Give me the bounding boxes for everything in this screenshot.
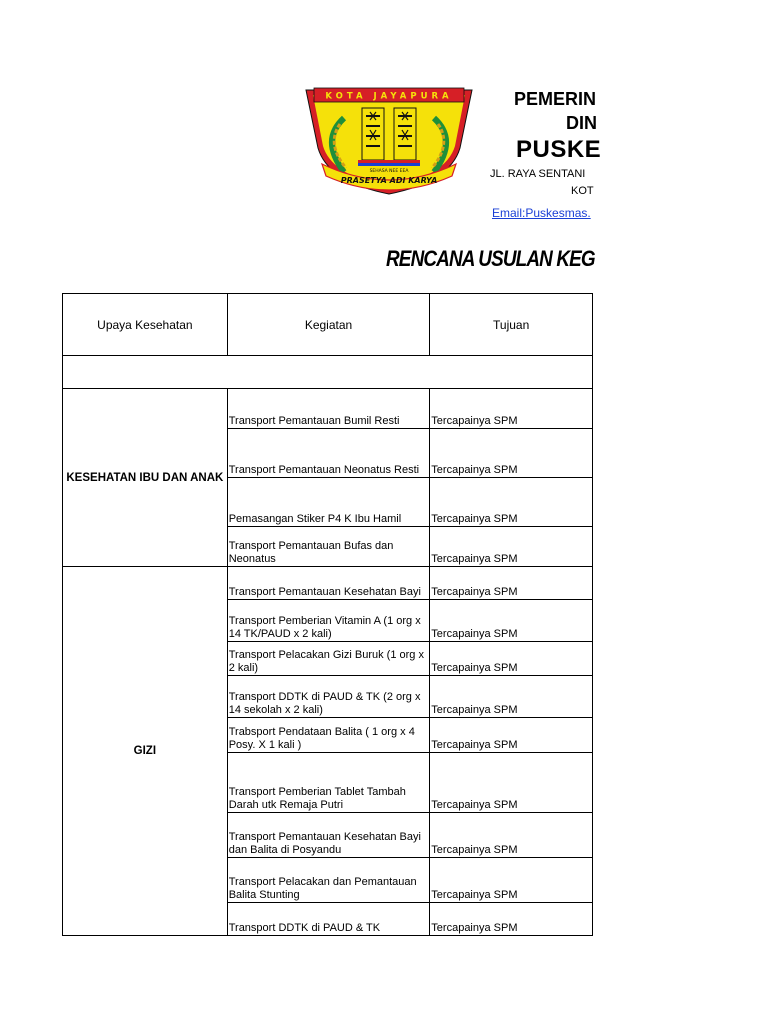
goal-cell: Tercapainya SPM xyxy=(430,567,593,600)
activity-cell: Transport Pemantauan Bufas dan Neonatus xyxy=(227,527,430,567)
activity-cell: Transport Pemantauan Kesehatan Bayi dan Balita di Posyandu xyxy=(227,813,430,858)
document-title: RENCANA USULAN KEG xyxy=(386,246,595,271)
goal-cell: Tercapainya SPM xyxy=(430,478,593,527)
activity-cell: Transport Pemantauan Kesehatan Bayi xyxy=(227,567,430,600)
goal-cell: Tercapainya SPM xyxy=(430,753,593,813)
header-email-link[interactable]: Email:Puskesmas. xyxy=(492,206,591,220)
plan-table xyxy=(62,293,593,936)
header-address: JL. RAYA SENTANI xyxy=(490,168,586,180)
table-row xyxy=(63,567,593,600)
goal-cell: Tercapainya SPM xyxy=(430,903,593,936)
goal-cell: Tercapainya SPM xyxy=(430,676,593,718)
emblem-inner-text: SEHASA NEE EEA xyxy=(369,169,409,174)
goal-cell: Tercapainya SPM xyxy=(430,389,593,429)
emblem-motto: PRASETYA ADI KARYA xyxy=(340,176,438,185)
section-gizi: GIZI xyxy=(63,567,228,936)
table-header-row xyxy=(63,294,593,356)
table-spacer-row xyxy=(63,356,593,389)
goal-cell: Tercapainya SPM xyxy=(430,429,593,478)
goal-cell: Tercapainya SPM xyxy=(430,813,593,858)
goal-cell: Tercapainya SPM xyxy=(430,600,593,642)
activity-cell: Transport DDTK di PAUD & TK xyxy=(227,903,430,936)
activity-cell: Transport DDTK di PAUD & TK (2 org x 14 sekolah x 2 kali) xyxy=(227,676,430,718)
table-row xyxy=(63,389,593,429)
spacer-cell xyxy=(63,356,593,389)
activity-cell: Transport Pemantauan Neonatus Resti xyxy=(227,429,430,478)
emblem-top-text: KOTA JAYAPURA xyxy=(325,91,453,102)
column-header-upaya: Upaya Kesehatan xyxy=(63,294,228,356)
goal-cell: Tercapainya SPM xyxy=(430,642,593,676)
activity-cell: Transport Pemantauan Bumil Resti xyxy=(227,389,430,429)
header-city: KOT xyxy=(571,185,594,197)
activity-cell: Transport Pemberian Tablet Tambah Darah utk Remaja Putri xyxy=(227,753,430,813)
activity-cell: Trabsport Pendataan Balita ( 1 org x 4 Posy. X 1 kali ) xyxy=(227,718,430,753)
header-puskesmas: PUSKE xyxy=(516,136,602,163)
column-header-tujuan: Tujuan xyxy=(430,294,593,356)
activity-cell: Transport Pemberian Vitamin A (1 org x 14 TK/PAUD x 2 kali) xyxy=(227,600,430,642)
kota-jayapura-emblem xyxy=(300,84,478,196)
goal-cell: Tercapainya SPM xyxy=(430,858,593,903)
column-header-kegiatan: Kegiatan xyxy=(227,294,430,356)
header-agency: DIN xyxy=(566,113,597,133)
activity-cell: Transport Pelacakan dan Pemantauan Balita Stunting xyxy=(227,858,430,903)
goal-cell: Tercapainya SPM xyxy=(430,527,593,567)
header-government: PEMERIN xyxy=(514,89,597,109)
section-kia: KESEHATAN IBU DAN ANAK xyxy=(63,389,228,567)
activity-cell: Transport Pelacakan Gizi Buruk (1 org x 2 kali) xyxy=(227,642,430,676)
goal-cell: Tercapainya SPM xyxy=(430,718,593,753)
activity-cell: Pemasangan Stiker P4 K Ibu Hamil xyxy=(227,478,430,527)
